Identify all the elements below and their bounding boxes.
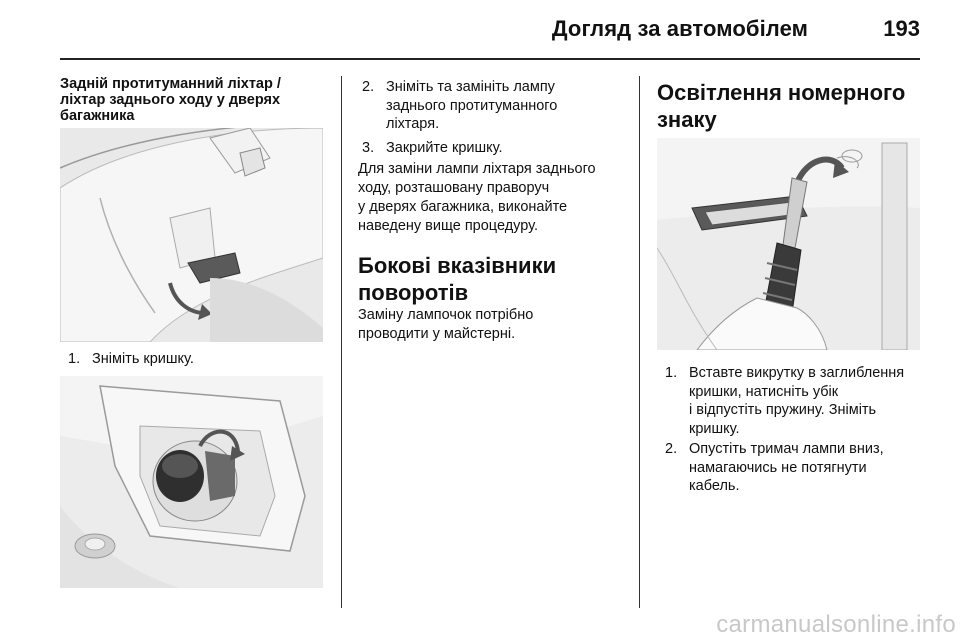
reverse-light-paragraph: Для заміни лампи ліхтаря заднього ходу, розташовану праворуч у дверях багажника, виконайте наведену вище процедуру. (358, 161, 596, 234)
license-plate-heading: Освітлення номерного знаку (657, 80, 906, 132)
tailgate-cover-illustration (60, 128, 323, 342)
fog-light-heading: Задній протитуманний ліхтар / ліхтар заднього ходу у дверях багажника (60, 76, 281, 124)
column-divider-2 (639, 76, 640, 608)
tailgate-cover-figure (60, 128, 323, 342)
turn-signals-paragraph: Заміну лампочок потрібно проводити у майстерні. (358, 307, 534, 342)
license-plate-light-illustration (657, 138, 920, 350)
bulb-holder-figure (60, 376, 323, 588)
column-divider-1 (341, 76, 342, 608)
turn-signals-heading: Бокові вказівники поворотів (358, 253, 557, 305)
section-title: Догляд за автомобілем (551, 16, 808, 41)
header-rule (60, 58, 920, 60)
page-number: 193 (883, 16, 920, 41)
page-header (60, 0, 920, 60)
watermark: carmanualsonline.info (716, 611, 956, 638)
bulb-holder-illustration (60, 376, 323, 588)
license-plate-light-figure (657, 138, 920, 350)
